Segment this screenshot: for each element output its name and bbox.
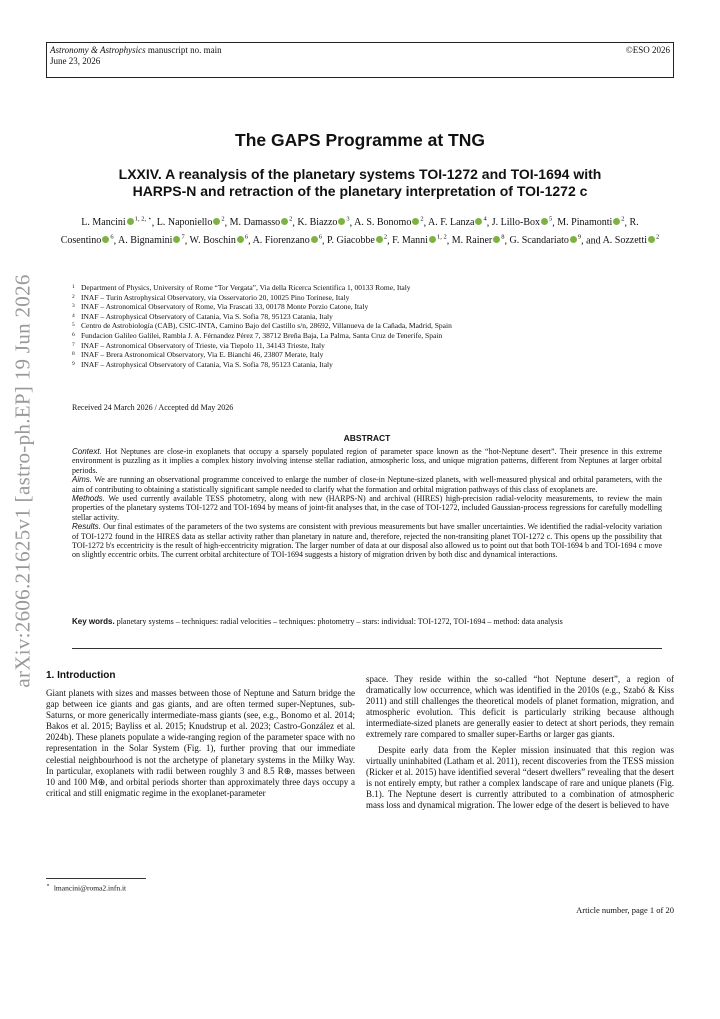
- paper-subtitle: [60, 166, 660, 200]
- affiliation-number: 7: [72, 341, 75, 348]
- affiliation-number: 6: [72, 331, 75, 338]
- methods-label: Methods.: [72, 494, 105, 504]
- affiliation-text: INAF – Astrophysical Observatory of Catania, Via S. Sofia 78, 95123 Catania, Italy: [81, 359, 333, 369]
- author-affiliation-mark: 2: [656, 233, 660, 241]
- affiliation-item: [72, 293, 662, 303]
- author-name: A. S. Bonomo: [354, 217, 412, 229]
- affiliation-number: 5: [72, 322, 75, 329]
- orcid-icon[interactable]: [127, 218, 134, 225]
- author-name: R. Cosentino: [60, 217, 639, 247]
- affiliation-number: 2: [72, 293, 75, 300]
- orcid-icon[interactable]: [570, 236, 577, 243]
- footnote-email[interactable]: lmancini@roma2.infn.it: [53, 883, 127, 893]
- intro-paragraph-3: Despite early data from the Kepler mission insinuated that this region was virtually uninhabited (Latham et al. 2011), recent discoveries from the TESS mission (Ricker et al. 2015) have identified several “desert dwellers” revealing that the desert is not entirely empty, but rather a complex landscape of rare and unique planets (Fig. B.1). The Neptune desert is currently attributed to a combination of atmospheric mass loss and dynamical migration. The lower edge of the desert is believed to have: [366, 744, 674, 811]
- keywords-text: planetary systems – techniques: radial velocities – techniques: photometry – stars: individual: TOI-1272, TOI-1694 – method: data analysis: [114, 617, 563, 626]
- body-column-right: [366, 674, 674, 811]
- author-affiliation-mark: 2: [383, 233, 388, 241]
- abstract-context: [72, 447, 662, 475]
- abstract-results: [72, 522, 662, 560]
- author-affiliation-mark: 9: [577, 233, 582, 241]
- affiliation-text: INAF – Astrophysical Observatory of Catania, Via S. Sofia 78, 95123 Catania, Italy: [81, 311, 333, 321]
- author: [230, 217, 293, 228]
- arxiv-stamp-text: arXiv:2606.21625v1 [astro-ph.EP] 19 Jun 2026: [10, 274, 35, 688]
- affiliation-number: 8: [72, 351, 75, 358]
- received-date: Received 24 March 2026 / Accepted dd May 2026: [72, 403, 234, 412]
- affiliation-text: Fundacion Galileo Galilei, Rambla J. A. Férnandez Pérez 7, 38712 Breña Baja, La Palma, Santa Cruz de Tenerife, Spain: [81, 330, 443, 340]
- copyright: ©ESO 2026: [625, 45, 670, 55]
- author-name: A. Sozzetti: [602, 235, 647, 247]
- author-affiliation-mark: 5: [549, 216, 553, 223]
- orcid-icon[interactable]: [338, 218, 345, 225]
- affiliation-item: [72, 283, 662, 293]
- author-affiliation-mark: 1, 2, ⋆: [134, 216, 152, 223]
- methods-text: We used currently available TESS photometry, along with new (HARPS-N) and archival (HIRES) high-precision radial-velocity measurements, to review the main properties of the planetary systems TOI-1272 and TOI-1694 by means of joint-fit analyses that, in the case of TOI-1272, included Gaussian-process regressions for carefully modelling stellar activity.: [72, 494, 662, 522]
- author-affiliation-mark: 1, 2: [436, 233, 447, 241]
- affiliation-item: [72, 312, 662, 322]
- affiliation-text: INAF – Turin Astrophysical Observatory, via Osservatorio 20, 10025 Pino Torinese, Italy: [81, 292, 350, 302]
- author: [253, 235, 322, 246]
- author-affiliation-mark: 6: [110, 233, 114, 241]
- aims-label: Aims.: [72, 475, 92, 485]
- manuscript-date: June 23, 2026: [50, 56, 101, 66]
- journal-name: Astronomy & Astrophysics: [50, 45, 146, 55]
- orcid-icon[interactable]: [173, 236, 180, 243]
- author: [354, 217, 423, 228]
- affiliation-text: INAF – Brera Astronomical Observatory, Via E. Bianchi 46, 23807 Merate, Italy: [81, 350, 324, 360]
- abstract-methods: [72, 494, 662, 522]
- author: [452, 235, 505, 246]
- keywords-label: Key words.: [72, 617, 115, 626]
- author-name: P. Giacobbe: [327, 235, 375, 247]
- author: [428, 217, 487, 228]
- orcid-icon[interactable]: [429, 236, 436, 243]
- subtitle-line-2: HARPS-N and retraction of the planetary interpretation of TOI-1272 c: [132, 183, 588, 199]
- author: [190, 235, 249, 246]
- aims-text: We are running an observational programme conceived to enlarge the number of close-in Neptune-sized planets, with well-measured physical and orbital parameters, with the aim of contributing to obtaining a statistically significant sample needed to clarify what the formation and orbital migration pathways of this class of exoplanets are.: [72, 475, 662, 494]
- author-affiliation-mark: 7: [181, 233, 185, 241]
- manuscript-header-box: [46, 42, 674, 78]
- context-text: Hot Neptunes are close-in exoplanets that occupy a sparsely populated region of parameter space known as the “hot-Neptune desert”. Their presence in this extreme environment is puzzling as it implies a complex history involving intense stellar radiation, atmospheric loss, and unique migration patterns, different from Neptunes at larger orbital periods.: [72, 447, 662, 475]
- author-name: M. Rainer: [451, 235, 493, 247]
- footnote-mark: ⋆: [46, 882, 51, 889]
- author-affiliation-mark: 2: [420, 216, 424, 223]
- context-label: Context.: [72, 447, 102, 456]
- affiliation-item: [72, 341, 662, 351]
- affiliation-number: 4: [72, 312, 75, 319]
- orcid-icon[interactable]: [648, 236, 655, 243]
- orcid-icon[interactable]: [311, 236, 318, 243]
- manuscript-number: manuscript no. main: [145, 45, 222, 55]
- author: [81, 217, 152, 228]
- affiliation-item: [72, 321, 662, 331]
- author-name: L. Mancini: [81, 217, 126, 229]
- author-name: W. Boschin: [189, 235, 236, 247]
- section-heading-introduction: 1. Introduction: [46, 670, 116, 681]
- affiliation-text: Centro de Astrobiología (CAB), CSIC-INTA, Camino Bajo del Castillo s/n, 28692, Villanueva de la Cañada, Madrid, Spain: [81, 321, 452, 331]
- affiliation-number: 1: [72, 284, 75, 290]
- author: [297, 217, 349, 228]
- affiliation-item: [72, 302, 662, 312]
- orcid-icon[interactable]: [237, 236, 244, 243]
- author-affiliation-mark: 6: [244, 233, 249, 241]
- author-affiliation-mark: 3: [346, 216, 350, 223]
- affiliation-item: [72, 360, 662, 370]
- paper-title: The GAPS Programme at TNG: [235, 130, 485, 150]
- abstract-body: [72, 447, 662, 560]
- intro-paragraph-1: Giant planets with sizes and masses between those of Neptune and Saturn bridge the gap between ice giants and gas giants, and are often termed super-Neptunes, sub-Saturns, or more generically intermediate-mass giants (see, e.g., Bonomo et al. 2014; Bakos et al. 2015; Bayliss et al. 2015; Knudstrup et al. 2023; Castro-González et al. 2024b). These planets populate a wide-ranging region of the parameter space with no representation in the Solar System (Fig. 1), further proving that our immediate celestial neighbourhood is not the archetype of planetary systems in the Milky Way. In particular, exoplanets with radii between roughly 3 and 8.5 R⊕, masses between 10 and 100 M⊕, and orbital periods shorter than approximately three days occupy a critical and still enigmatic regime in the exoplanet-parameter: [46, 688, 355, 798]
- orcid-icon[interactable]: [213, 218, 220, 225]
- author-name: J. Lillo-Box: [491, 217, 541, 229]
- author: [557, 217, 624, 228]
- orcid-icon[interactable]: [412, 218, 419, 225]
- affiliation-number: 3: [72, 303, 75, 310]
- abstract-rule: [72, 648, 662, 649]
- abstract-heading: ABSTRACT: [343, 433, 391, 443]
- affiliation-text: Department of Physics, University of Rome “Tor Vergata”, Via della Ricerca Scientifica 1, 00133 Rome, Italy: [81, 283, 411, 292]
- author-name: A. Fiorenzano: [252, 235, 310, 247]
- keywords: [72, 617, 662, 626]
- orcid-icon[interactable]: [102, 236, 109, 243]
- body-column-left: [46, 688, 355, 799]
- affiliation-text: INAF – Astronomical Observatory of Rome, Via Frascati 33, 00178 Monte Porzio Catone, Italy: [81, 302, 369, 312]
- affiliation-item: [72, 331, 662, 341]
- journal-line: [50, 45, 670, 56]
- page-number: Article number, page 1 of 20: [576, 905, 674, 915]
- author: [118, 235, 185, 246]
- author-name: F. Manni: [392, 235, 428, 247]
- author-affiliation-mark: 6: [318, 233, 323, 241]
- abstract-aims: [72, 475, 662, 494]
- author: [327, 235, 387, 246]
- results-text: Our final estimates of the parameters of the two systems are consistent with previous measurements but have smaller uncertainties. We identified the radial-velocity variation of TOI-1272 found in the HIRES data as stellar activity rather than planetary in nature and, therefore, rejected the non-transiting planet TOI-1272 c. This opens up the possibility that TOI-1272 b's eccentricity is the result of high-eccentricity migration. The larger number of data at our disposal also allowed us to point out that both TOI-1694 b and TOI-1694 c move on slightly eccentric orbits. The current orbital architecture of TOI-1694 suggests a history of migration driven by both disc and dynamical interactions.: [72, 522, 662, 560]
- orcid-icon[interactable]: [376, 236, 383, 243]
- author-name: K. Biazzo: [297, 217, 338, 229]
- author-affiliation-mark: 8: [501, 233, 505, 241]
- subtitle-line-1: LXXIV. A reanalysis of the planetary systems TOI-1272 and TOI-1694 with: [118, 166, 602, 182]
- author-name: A. Bignamini: [118, 235, 173, 247]
- affiliation-text: INAF – Astronomical Observatory of Trieste, via Tiepolo 11, 34143 Trieste, Italy: [81, 340, 325, 350]
- author-name: M. Pinamonti: [557, 217, 613, 229]
- footnote-rule: [46, 878, 146, 879]
- author-name: M. Damasso: [229, 217, 281, 229]
- author-affiliation-mark: 2: [621, 216, 625, 223]
- author-name: L. Naponiello: [156, 217, 213, 229]
- intro-paragraph-2: space. They reside within the so-called “hot Neptune desert”, a region of dramatically low occurrence, which was identified in the 2010s (e.g., Szabó & Kiss 2011) and still challenges the theoretical models of planet formation, migration, and atmospheric evolution. This deficit is particularly striking because although intermediate-sized planets are generally easier to detect at short periods, they remain extremely rare compared to smaller super-Earths or larger gas giants.: [366, 674, 674, 740]
- author-name: G. Scandariato: [509, 235, 569, 247]
- author: [392, 235, 447, 246]
- affiliation-item: [72, 350, 662, 360]
- orcid-icon[interactable]: [493, 236, 500, 243]
- orcid-icon[interactable]: [613, 218, 620, 225]
- results-label: Results.: [72, 522, 101, 532]
- author: [492, 217, 553, 228]
- arxiv-stamp: [2, 268, 44, 694]
- author: [509, 235, 581, 246]
- author: [603, 235, 660, 246]
- affiliation-list: [72, 283, 662, 369]
- author-affiliation-mark: 4: [483, 216, 487, 223]
- footnote: [46, 881, 126, 893]
- orcid-icon[interactable]: [281, 218, 288, 225]
- orcid-icon[interactable]: [475, 218, 482, 225]
- author-affiliation-mark: 2: [221, 216, 225, 223]
- author: [157, 217, 225, 228]
- orcid-icon[interactable]: [541, 218, 548, 225]
- affiliation-number: 9: [72, 360, 75, 367]
- author-name: A. F. Lanza: [428, 217, 475, 229]
- author-list: L. Mancini $^{1, 2, ⋆}$, L. Naponiello $^2$, M. Damasso $^2$, K. Biazzo $^3$, A. S. Bonomo $^2$, A. F. Lanza $^4$, J. Lillo-Box $^5$, M. Pinamonti $^2$, R. Cosentino $^6$, A. Bignamini $^7$, W. Boschin $^6$, A. Fiorenzano $^6$, P. Giacobbe $^2$, F. Manni $^{1, 2}$, M. Rainer $^8$, G. Scandariato $^9$, and A. Sozzetti $^2$: [60, 216, 660, 247]
- author-affiliation-mark: 2: [289, 216, 293, 223]
